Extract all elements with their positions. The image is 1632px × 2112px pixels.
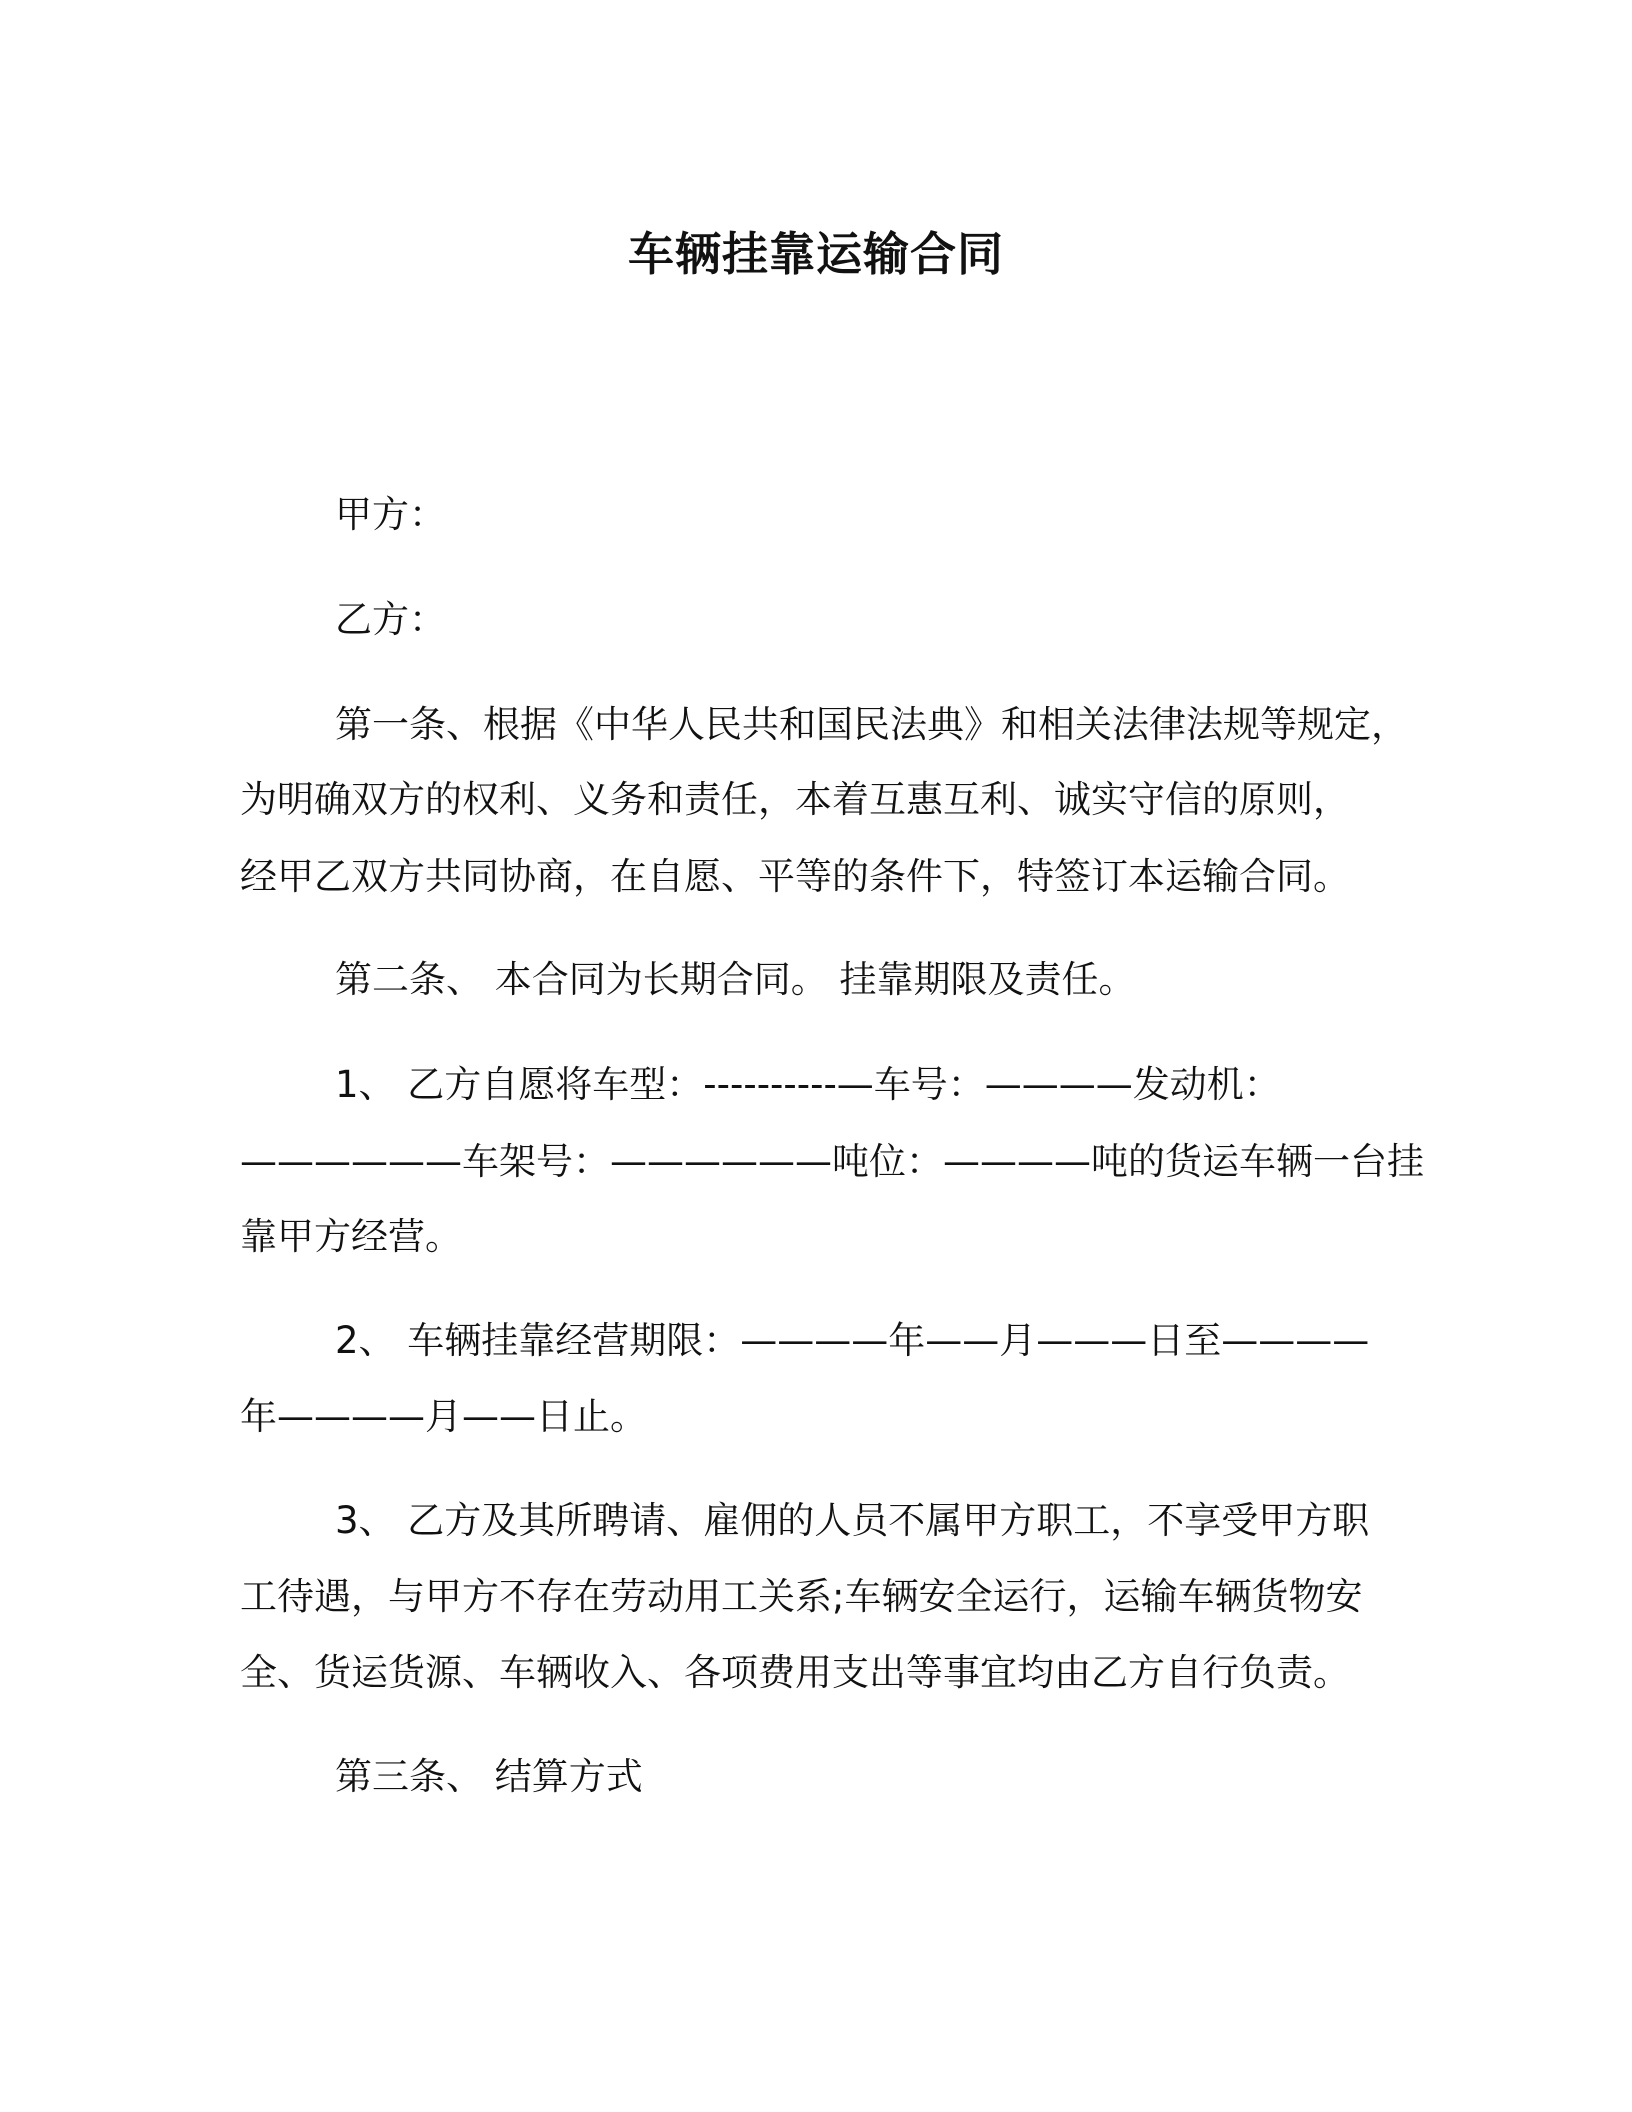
article-2-item-1-line-1: 1、 乙方自愿将车型：----------—车号：————发动机： [335,1063,1281,1106]
article-2-item-1-line-3: 靠甲方经营。 [240,1215,462,1258]
article-2-heading: 第二条、 本合同为长期合同。 挂靠期限及责任。 [335,958,1136,1001]
article-2-item-2-line-2: 年————月——日止。 [240,1395,647,1438]
article-3-heading: 第三条、 结算方式 [335,1755,643,1798]
article-2-item-1-line-2: ——————车架号：——————吨位：————吨的货运车辆一台挂 [240,1140,1424,1183]
party-a-line: 甲方： [335,493,446,536]
article-1-line-1: 第一条、根据《中华人民共和国民法典》和相关法律法规等规定， [335,703,1408,746]
article-1-line-3: 经甲乙双方共同协商，在自愿、平等的条件下，特签订本运输合同。 [240,855,1350,898]
article-2-item-3-line-1: 3、 乙方及其所聘请、雇佣的人员不属甲方职工，不享受甲方职 [335,1499,1370,1542]
article-2-item-2-line-1: 2、 车辆挂靠经营期限：————年——月———日至———— [335,1319,1370,1362]
article-2-item-3-line-2: 工待遇，与甲方不存在劳动用工关系;车辆安全运行，运输车辆货物安 [240,1575,1363,1618]
article-1-line-2: 为明确双方的权利、义务和责任，本着互惠互利、诚实守信的原则， [240,778,1350,821]
article-2-item-3-line-3: 全、货运货源、车辆收入、各项费用支出等事宜均由乙方自行负责。 [240,1651,1350,1694]
document-title: 车辆挂靠运输合同 [628,227,1004,281]
party-b-line: 乙方： [335,598,446,641]
